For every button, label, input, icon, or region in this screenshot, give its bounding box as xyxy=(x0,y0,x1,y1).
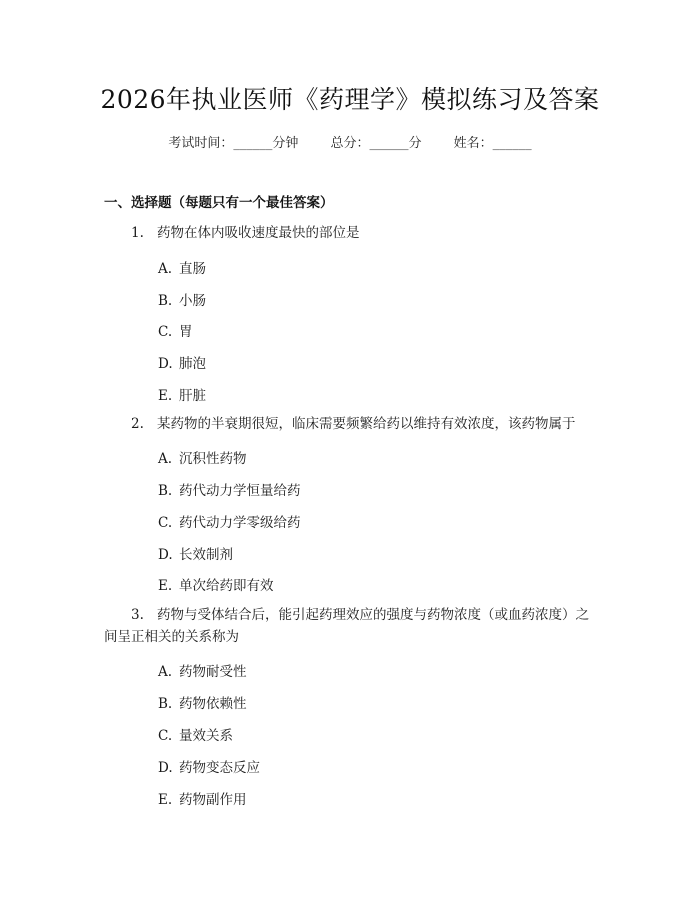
name-field: 姓名：______ xyxy=(453,136,532,151)
option-letter: D. xyxy=(158,760,173,776)
q2-option-b xyxy=(158,479,301,499)
option-text: 单次给药即有效 xyxy=(179,578,274,594)
question-3-continuation xyxy=(104,626,239,648)
question-2 xyxy=(131,413,576,435)
option-letter: D. xyxy=(158,547,173,563)
option-letter: A. xyxy=(158,664,173,680)
question-number: 2. xyxy=(131,416,144,432)
option-text: 药物变态反应 xyxy=(179,760,260,776)
q2-option-e xyxy=(158,574,274,594)
q2-option-d xyxy=(158,543,233,563)
option-letter: B. xyxy=(158,293,173,309)
question-number: 1. xyxy=(131,225,144,241)
q1-option-c xyxy=(158,320,193,340)
option-letter: B. xyxy=(158,696,173,712)
exam-time-field: 考试时间：______分钟 xyxy=(168,136,299,151)
option-text: 药物依赖性 xyxy=(179,696,247,712)
section-heading: 一、选择题（每题只有一个最佳答案） xyxy=(104,195,334,211)
option-text: 药代动力学零级给药 xyxy=(179,515,301,531)
option-letter: C. xyxy=(158,515,173,531)
option-letter: D. xyxy=(158,356,173,372)
option-text: 肺泡 xyxy=(179,356,206,372)
option-text: 沉积性药物 xyxy=(179,451,247,467)
q1-option-a xyxy=(158,257,206,277)
option-letter: C. xyxy=(158,728,173,744)
option-letter: E. xyxy=(158,388,173,404)
question-text: 某药物的半衰期很短，临床需要频繁给药以维持有效浓度，该药物属于 xyxy=(157,416,576,432)
question-1 xyxy=(131,222,360,244)
q3-option-d xyxy=(158,756,260,776)
option-letter: E. xyxy=(158,792,173,808)
option-letter: A. xyxy=(158,261,173,277)
question-text: 药物在体内吸收速度最快的部位是 xyxy=(157,225,360,241)
option-text: 胃 xyxy=(179,324,193,340)
document-title: 2026年执业医师《药理学》模拟练习及答案 xyxy=(100,85,600,114)
option-letter: B. xyxy=(158,483,173,499)
q1-option-e xyxy=(158,384,206,404)
option-text: 直肠 xyxy=(179,261,206,277)
q1-option-d xyxy=(158,352,206,372)
question-text-line2: 间呈正相关的关系称为 xyxy=(104,629,239,645)
question-3 xyxy=(131,604,589,626)
option-text: 量效关系 xyxy=(179,728,233,744)
q3-option-a xyxy=(158,660,247,680)
option-text: 肝脏 xyxy=(179,388,206,404)
q3-option-b xyxy=(158,692,247,712)
question-text-line1: 药物与受体结合后，能引起药理效应的强度与药物浓度（或血药浓度）之 xyxy=(157,607,589,623)
q3-option-e xyxy=(158,788,247,808)
option-letter: A. xyxy=(158,451,173,467)
question-number: 3. xyxy=(131,607,144,623)
total-score-field: 总分：______分 xyxy=(330,136,422,151)
option-text: 药物耐受性 xyxy=(179,664,247,680)
q2-option-c xyxy=(158,511,301,531)
option-text: 小肠 xyxy=(179,293,206,309)
option-letter: E. xyxy=(158,578,173,594)
option-text: 长效制剂 xyxy=(179,547,233,563)
option-text: 药物副作用 xyxy=(179,792,247,808)
exam-meta-line xyxy=(0,132,700,151)
q1-option-b xyxy=(158,289,206,309)
option-text: 药代动力学恒量给药 xyxy=(179,483,301,499)
q2-option-a xyxy=(158,447,247,467)
q3-option-c xyxy=(158,724,233,744)
option-letter: C. xyxy=(158,324,173,340)
